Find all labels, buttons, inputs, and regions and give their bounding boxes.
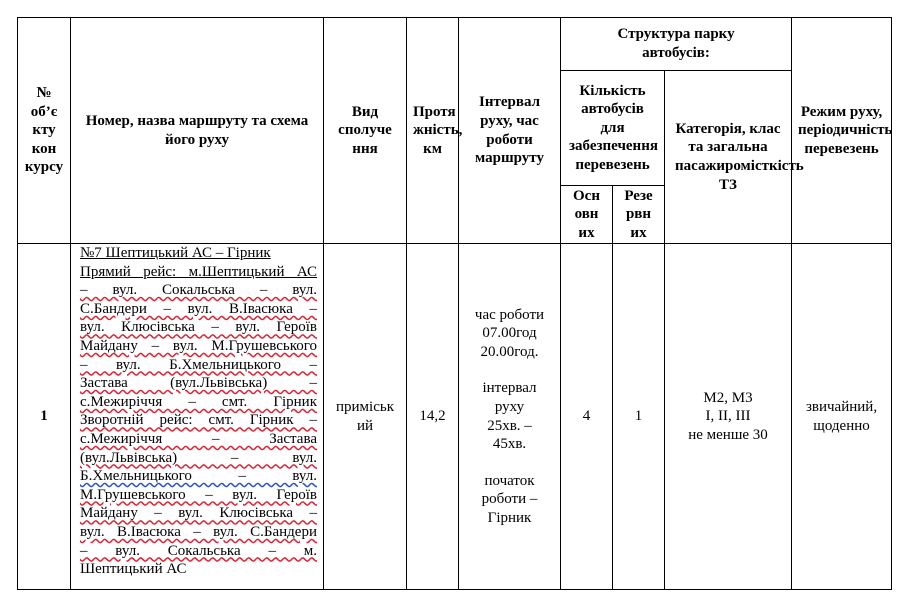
header-route: Номер, назва маршруту та схема його руху	[71, 18, 324, 244]
interval-line: початок	[484, 472, 535, 489]
cell-reserve: 1	[613, 244, 665, 590]
category-line: І, ІІ, ІІІ	[705, 408, 751, 425]
route-line: вул. Клюсівська – вул. Героїв	[80, 319, 317, 336]
route-line: М.Грушевського – вул. Героїв	[80, 486, 317, 503]
cell-type: приміськ ий	[324, 244, 407, 590]
header-category: Категорія, клас та загальна пасажиромісткість ТЗ	[665, 71, 792, 244]
header-reserve: Резе рвн их	[613, 186, 665, 244]
route-line: №7 Шептицький АС – Гірник	[80, 245, 271, 261]
interval-line: 20.00год.	[480, 343, 539, 360]
route-line: с.Межиріччя – смт. Гірник	[80, 393, 317, 410]
route-line: С.Бандери – вул. В.Івасюка –	[80, 300, 317, 317]
cell-route	[71, 244, 324, 590]
route-line: Зворотній рейс: смт. Гірник –	[80, 412, 317, 429]
interval-line: час роботи	[474, 306, 545, 323]
header-mode: Режим руху, періодичність перевезень	[792, 18, 892, 244]
route-line: Застава (вул.Львівська) –	[80, 375, 317, 392]
header-num: № об’є кту кон курсу	[18, 18, 71, 244]
header-interval: Інтервал руху, час роботи маршруту	[459, 18, 561, 244]
interval-spacer	[461, 361, 558, 379]
route-line: (вул.Львівська) – вул.	[80, 449, 317, 466]
interval-line: руху	[494, 398, 525, 415]
route-line: Прямий рейс: м.Шептицький АС	[80, 263, 317, 280]
interval-line: інтервал	[482, 380, 537, 397]
route-line: Майдану – вул. Клюсівська –	[80, 505, 317, 522]
category-line: не менше 30	[688, 426, 768, 443]
route-table	[17, 17, 892, 590]
cell-num: 1	[18, 244, 71, 590]
interval-line: 07.00год	[482, 325, 537, 342]
interval-spacer	[461, 454, 558, 472]
interval-line: Гірник	[487, 509, 532, 526]
cell-main: 4	[561, 244, 613, 590]
route-line: вул. В.Івасюка – вул. С.Бандери	[80, 523, 317, 540]
route-line: – вул. Сокальська – вул.	[80, 282, 317, 299]
route-line: Б.Хмельницького – вул.	[80, 468, 317, 485]
route-line: Майдану – вул. М.Грушевського	[80, 337, 317, 354]
cell-length: 14,2	[407, 244, 459, 590]
route-line: – вул. Б.Хмельницького –	[80, 356, 317, 373]
route-line: – вул. Сокальська – м.	[80, 542, 317, 559]
interval-line: роботи –	[481, 491, 538, 508]
category-line: М2, М3	[703, 389, 753, 406]
route-line: Шептицький АС	[80, 561, 187, 578]
header-main: Осн овн их	[561, 186, 613, 244]
header-count: Кількість автобусів для забезпечення перевезень	[561, 71, 665, 186]
interval-line: 45хв.	[492, 436, 527, 453]
route-line: с.Межиріччя – Застава	[80, 430, 317, 447]
cell-mode: звичайний, щоденно	[792, 244, 892, 590]
cell-interval	[459, 244, 561, 590]
header-length: Протя жність, км	[407, 18, 459, 244]
header-type: Вид сполуче ння	[324, 18, 407, 244]
header-fleet: Структура парку автобусів:	[561, 18, 792, 71]
cell-category	[665, 244, 792, 590]
interval-line: 25хв. –	[487, 417, 532, 434]
